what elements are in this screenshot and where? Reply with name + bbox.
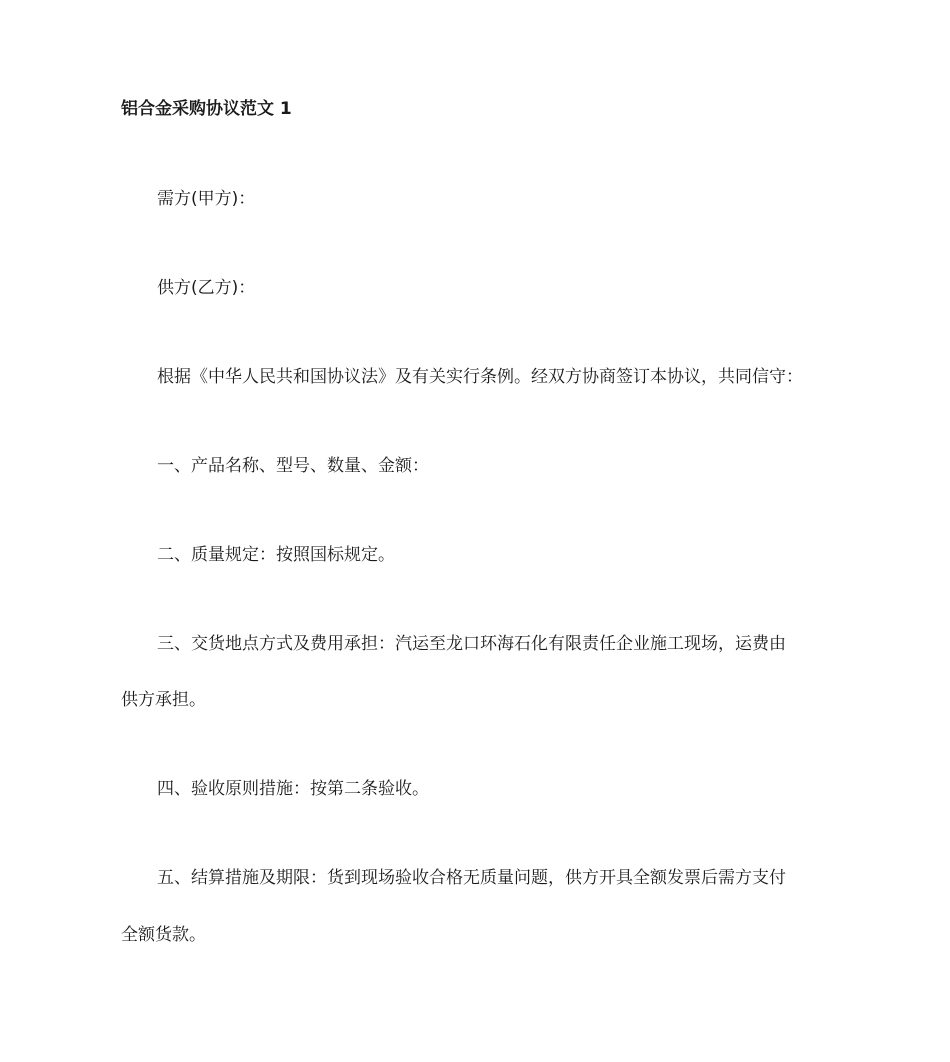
clause-4-line: 四、验收原则措施：按第二条验收。 <box>157 779 429 799</box>
clause-3-line: 三、交货地点方式及费用承担：汽运至龙口环海石化有限责任企业施工现场，运费由 <box>157 634 786 654</box>
clause-2-line: 二、质量规定：按照国标规定。 <box>157 545 395 565</box>
clause-5-continuation: 全额货款。 <box>121 925 206 945</box>
party-b-line: 供方(乙方)： <box>157 278 256 298</box>
clause-5-line: 五、结算措施及期限：货到现场验收合格无质量问题，供方开具全额发票后需方支付 <box>157 868 786 888</box>
clause-3-continuation: 供方承担。 <box>121 690 206 710</box>
party-a-line: 需方(甲方)： <box>157 189 256 209</box>
document-title: 铝合金采购协议范文 1 <box>121 99 292 119</box>
preamble-line: 根据《中华人民共和国协议法》及有关实行条例。经双方协商签订本协议，共同信守： <box>157 367 803 387</box>
clause-1-line: 一、产品名称、型号、数量、金额： <box>157 456 429 476</box>
